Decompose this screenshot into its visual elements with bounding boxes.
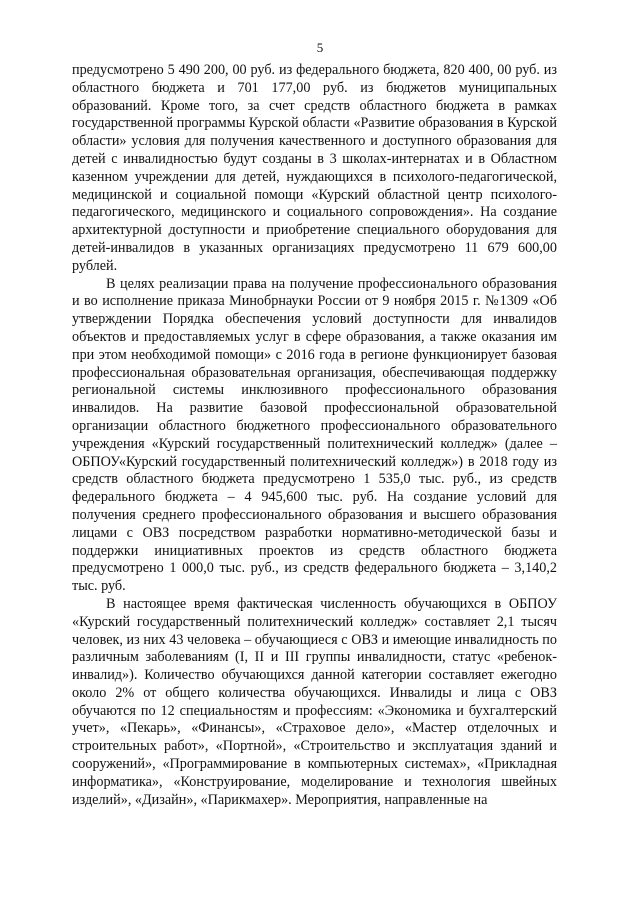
paragraph-professional-education: В целях реализации права на получение профессионального образования и во исполнение приказа Минобрнауки России от 9 ноября 2015 г. №1309 «Об утверждении Порядка обеспечения условий доступности для инвалидов объектов и предоставляемых услуг в сфере образования, а также оказания им при этом необходимой помощи» с 2016 года в регионе функционирует базовая профессиональная образовательная организация, обеспечивающая поддержку региональной системы инклюзивного профессионального образования инвалидов. На развитие базовой профессиональной образовательной организации областного бюджетного профессионального образовательного учреждения «Курский государственный политехнический колледж» (далее – ОБПОУ«Курский государственный политехнический колледж») в 2018 году из средств областного бюджета предусмотрено 1 535,0 тыс. руб., из средств федерального бюджета – 4 945,600 тыс. руб. На создание условий для получения среднего профессионального образования и высшего образования лицами с ОВЗ посредством разработки нормативно-методической базы и поддержки инициативных проектов из средств областного бюджета предусмотрено 1 000,0 тыс. руб., из средств федерального бюджета – 3,140,2 тыс. руб.	[72, 275, 557, 595]
body-text	[72, 62, 557, 809]
paragraph-budget-continuation: предусмотрено 5 490 200, 00 руб. из федерального бюджета, 820 400, 00 руб. из областного бюджета и 701 177,00 руб. из бюджетов муниципальных образований. Кроме того, за счет средств областного бюджета в рамках государственной программы Курской области «Развитие образования в Курской области» условия для получения качественного и доступного образования для детей с инвалидностью будут созданы в 3 школах-интернатах и в Областном казенном учреждении для детей, нуждающихся в психолого-педагогической, медицинской и социальной помощи «Курский областной центр психолого-педагогического, медицинского и социального сопровождения». На создание архитектурной доступности и приобретение специального оборудования для детей-инвалидов в указанных организациях предусмотрено 11 679 600,00 рублей.	[72, 62, 557, 274]
paragraph-college-students: В настоящее время фактическая численность обучающихся в ОБПОУ «Курский государственный политехнический колледж» составляет 2,1 тысяч человек, из них 43 человека – обучающиеся с ОВЗ и имеющие инвалидность по различным заболеваниям (I, II и III группы инвалидности, статус «ребенок-инвалид»). Количество обучающихся данной категории составляет ежегодно около 2% от общего количества обучающихся. Инвалиды и лица с ОВЗ обучаются по 12 специальностям и профессиям: «Экономика и бухгалтерский учет», «Пекарь», «Финансы», «Страховое дело», «Мастер отделочных и строительных работ», «Портной», «Строительство и эксплуатация зданий и сооружений», «Программирование в компьютерных системах», «Прикладная информатика», «Конструирование, моделирование и технология швейных изделий», «Дизайн», «Парикмахер». Мероприятия, направленные на	[72, 595, 557, 808]
page-number: 5	[316, 40, 324, 55]
